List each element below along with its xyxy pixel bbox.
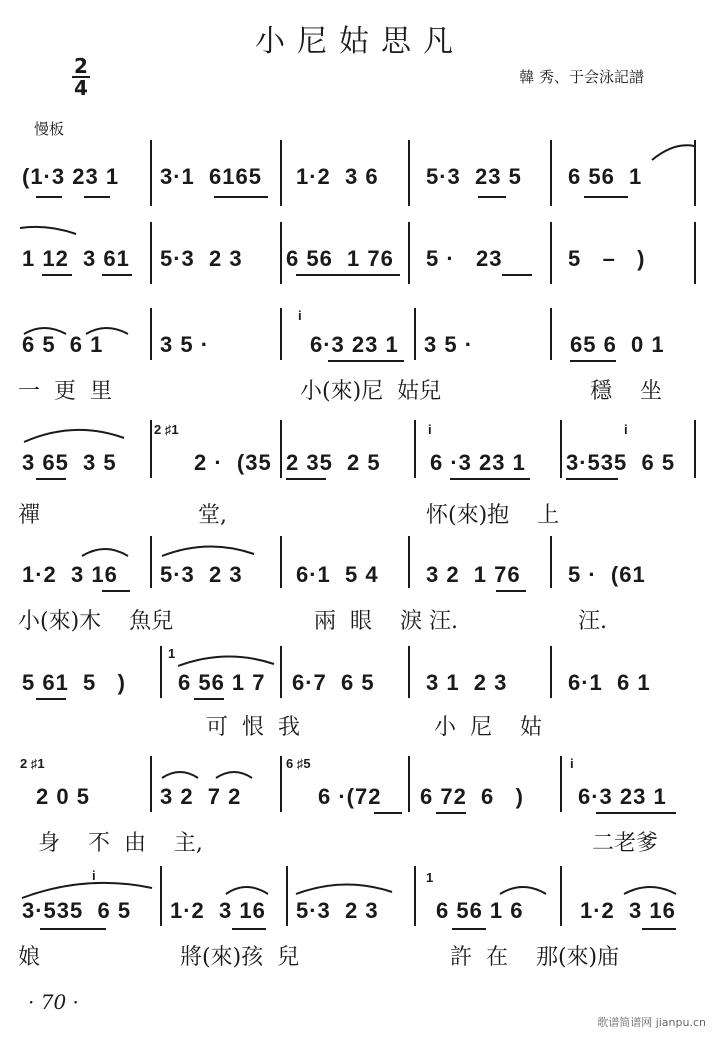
song-title: 小尼姑思凡 (255, 24, 465, 59)
slur (160, 542, 256, 558)
slur (80, 542, 130, 558)
lyric-line: 汪. (578, 609, 607, 634)
barline (280, 222, 282, 284)
measure-notes: 5·3 2 3 (296, 898, 379, 923)
measure-notes: 6·1 5 4 (296, 562, 379, 587)
lyric-line: 小(來)尼 姑兒 (300, 379, 442, 404)
beam (296, 274, 400, 276)
lyric-line: 二老爹 (592, 831, 659, 856)
measure-notes: 5 61 5 ) (22, 670, 126, 695)
grace-note: 1 (426, 870, 434, 885)
barline (408, 646, 410, 698)
slur (176, 652, 276, 668)
barline (414, 420, 416, 478)
grace-note: i (92, 868, 96, 883)
beam (36, 698, 66, 700)
barline (414, 308, 416, 360)
beam (452, 928, 486, 930)
grace-note: i (428, 422, 432, 437)
grace-note: i (570, 756, 574, 771)
staff-row (18, 222, 708, 284)
time-signature-denominator: 4 (74, 76, 88, 100)
lyric-line: 許 在 那(來)庙 (450, 945, 620, 970)
slur (22, 424, 126, 444)
lyric-line: 一 更 里 (18, 379, 112, 404)
measure-notes: 5·3 23 5 (426, 164, 522, 189)
barline (280, 308, 282, 360)
measure-notes: 6 56 1 (568, 164, 643, 189)
tempo-marking: 慢板 (34, 120, 65, 138)
measure-notes: 3 2 7 2 (160, 784, 242, 809)
barline (160, 646, 162, 698)
measure-notes: 1·2 3 16 (22, 562, 118, 587)
grace-note: 6 ♯5 (286, 756, 311, 771)
time-signature-numerator: 2 (74, 54, 88, 78)
slur (214, 766, 254, 780)
barline (408, 536, 410, 588)
time-signature (70, 56, 92, 98)
measure-notes: 2 0 5 (36, 784, 90, 809)
measure-notes: 6 56 1 6 (436, 898, 524, 923)
site-watermark: 歌谱简谱网 jianpu.cn (597, 1016, 706, 1029)
beam (596, 812, 676, 814)
beam (566, 478, 618, 480)
lyric-line: 禪 (18, 503, 41, 528)
barline (286, 866, 288, 926)
barline (280, 536, 282, 588)
slur (18, 226, 78, 240)
grace-note: i (298, 308, 302, 323)
grace-note: 2 ♯1 (20, 756, 45, 771)
measure-notes: 65 6 0 1 (570, 332, 665, 357)
beam (374, 812, 402, 814)
measure-notes: 5·3 2 3 (160, 246, 243, 271)
measure-notes: 3 65 3 5 (22, 450, 117, 475)
lyric-line: 將(來)孩 兒 (180, 945, 300, 970)
page-number: · 70 · (28, 990, 79, 1014)
beam (584, 196, 628, 198)
measure-notes: 3·535 6 5 (566, 450, 676, 475)
measure-notes: 3 5 · (424, 332, 474, 357)
barline (550, 536, 552, 588)
measure-notes: 2 · (35 (194, 450, 272, 475)
grace-note: i (624, 422, 628, 437)
barline (150, 756, 152, 812)
barline (160, 866, 162, 926)
beam (84, 196, 110, 198)
measure-notes: 1 12 3 61 (22, 246, 130, 271)
barline (408, 756, 410, 812)
measure-notes: 6 5 6 1 (22, 332, 104, 357)
lyric-line: 兩 眼 淚 汪. (314, 609, 458, 634)
barline (550, 308, 552, 360)
barline (280, 756, 282, 812)
barline (150, 308, 152, 360)
barline (560, 866, 562, 926)
beam (102, 274, 132, 276)
slur (20, 878, 154, 900)
barline (280, 420, 282, 478)
slur (224, 880, 270, 896)
beam (570, 360, 616, 362)
staff-row (18, 140, 708, 206)
measure-notes: 6·3 23 1 (578, 784, 667, 809)
barline (550, 140, 552, 206)
staff-row (18, 866, 708, 970)
lyric-line: 小 尼 姑 (434, 715, 542, 740)
barline (550, 222, 552, 284)
beam (450, 478, 530, 480)
beam (40, 928, 106, 930)
beam (42, 274, 72, 276)
barline (414, 866, 416, 926)
barline (150, 420, 152, 478)
beam (328, 360, 404, 362)
measure-notes: 5 · 23 (426, 246, 503, 271)
measure-notes: 5 · (61 (568, 562, 646, 587)
barline (550, 646, 552, 698)
barline (408, 140, 410, 206)
beam (502, 274, 532, 276)
measure-notes: 6 ·(72 (318, 784, 382, 809)
barline (560, 420, 562, 478)
grace-note: 1 (168, 646, 176, 661)
lyric-line: 怀(來)抱 上 (426, 503, 560, 528)
measure-notes: 5 – ) (568, 246, 646, 271)
barline (408, 222, 410, 284)
beam (478, 196, 506, 198)
beam (194, 698, 224, 700)
lyric-line: 身 不 由 主, (38, 831, 203, 856)
slur (622, 880, 678, 896)
measure-notes: 6 56 1 76 (286, 246, 394, 271)
barline (150, 536, 152, 588)
measure-notes: 1·2 3 6 (296, 164, 379, 189)
measure-notes: 5·3 2 3 (160, 562, 243, 587)
lyric-line: 娘 (18, 945, 41, 970)
measure-notes: (1·3 23 1 (22, 164, 120, 189)
measure-notes: 6·7 6 5 (292, 670, 375, 695)
beam (642, 928, 676, 930)
beam (102, 590, 130, 592)
measure-notes: 3·1 6165 (160, 164, 262, 189)
barline (280, 140, 282, 206)
beam (496, 590, 526, 592)
lyric-line: 堂, (198, 503, 227, 528)
lyric-line: 穩 坐 (590, 379, 662, 404)
measure-notes: 1·2 3 16 (580, 898, 676, 923)
measure-notes: 3 5 · (160, 332, 210, 357)
grace-note: 2 ♯1 (154, 422, 179, 437)
measure-notes: 3 1 2 3 (426, 670, 508, 695)
measure-notes: 3 2 1 76 (426, 562, 521, 587)
beam (36, 478, 66, 480)
lyric-line: 小(來)木 魚兒 (18, 609, 174, 634)
barline (280, 646, 282, 698)
transcriber-credit: 韓 秀、于会泳記譜 (519, 68, 644, 86)
slur (650, 142, 696, 162)
staff-row (18, 308, 708, 408)
staff-row (18, 420, 708, 530)
measure-notes: 6·1 6 1 (568, 670, 651, 695)
slur (160, 766, 200, 780)
measure-notes: 3·535 6 5 (22, 898, 132, 923)
barline (694, 420, 696, 478)
barline (150, 222, 152, 284)
beam (214, 196, 268, 198)
measure-notes: 6 72 6 ) (420, 784, 524, 809)
measure-notes: 2 35 2 5 (286, 450, 381, 475)
slur (498, 880, 548, 896)
beam (436, 812, 466, 814)
slur (294, 880, 394, 896)
staff-row (18, 536, 708, 636)
barline (150, 140, 152, 206)
beam (286, 478, 326, 480)
barline (694, 222, 696, 284)
measure-notes: 6·3 23 1 (310, 332, 399, 357)
barline (560, 756, 562, 812)
measure-notes: 6 56 1 7 (178, 670, 266, 695)
lyric-line: 可 恨 我 (206, 715, 300, 740)
beam (232, 928, 266, 930)
beam (36, 196, 62, 198)
staff-row (18, 756, 708, 860)
measure-notes: 6 ·3 23 1 (430, 450, 526, 475)
measure-notes: 1·2 3 16 (170, 898, 266, 923)
staff-row (18, 646, 708, 742)
